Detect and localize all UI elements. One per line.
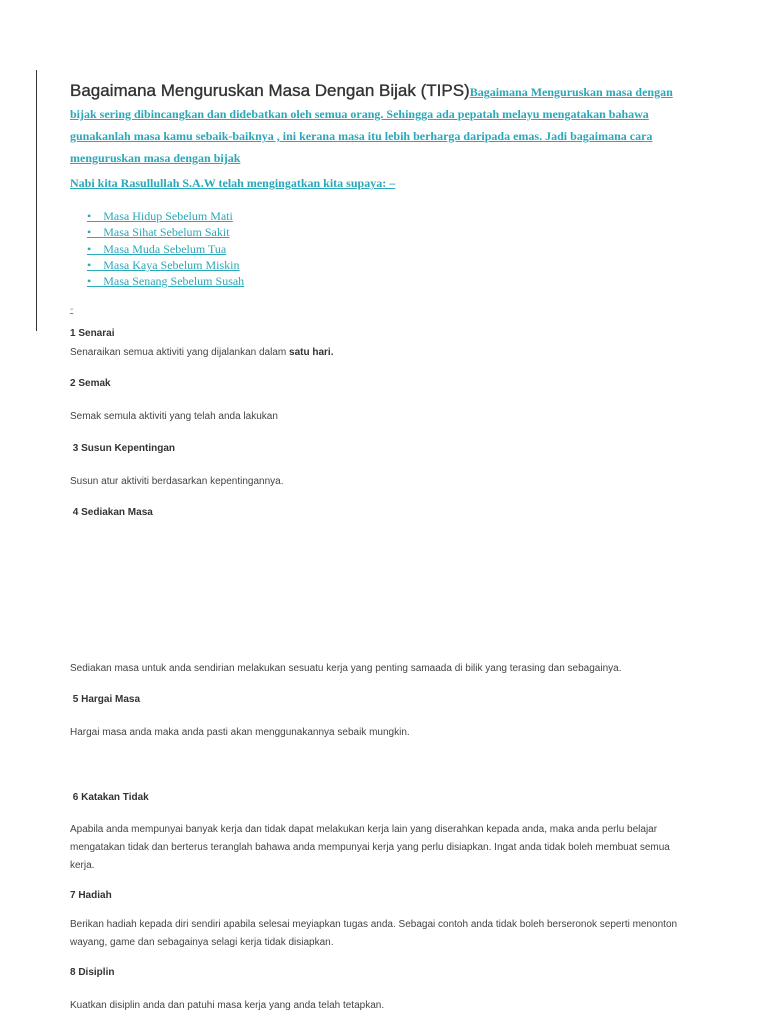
section-body: Sediakan masa untuk anda sendirian melakukan sesuatu kerja yang penting samaada di bilik yang terasing dan sebagainya. (70, 663, 622, 674)
list-item[interactable]: • Masa Kaya Sebelum Miskin (87, 257, 240, 272)
bullet-icon: • (87, 225, 92, 240)
margin-bar (36, 70, 37, 331)
intro-link[interactable]: Bagaimana Menguruskan masa dengan bijak sering dibincangkan dan didebatkan oleh semua orang. Sehingga ada pepatah melayu mengatakan bahawa gunakanlah masa kamu sebaik-baiknya , ini kerana masa itu lebih berharga daripada emas. Jadi bagaimana cara menguruskan masa dengan bijak (70, 85, 673, 165)
section-body: Susun atur aktiviti berdasarkan kepentingannya. (70, 476, 284, 487)
section-heading: 3 Susun Kepentingan (70, 443, 176, 454)
list-item[interactable]: • Masa Hidup Sebelum Mati (87, 209, 233, 223)
list-item[interactable]: • Masa Muda Sebelum Tua (87, 241, 227, 256)
section-heading: 6 Katakan Tidak (70, 792, 149, 803)
bullet-icon: • (87, 274, 92, 289)
small-link[interactable]: - (70, 304, 74, 315)
section-heading: 1 Senarai (70, 328, 115, 339)
page-title: Bagaimana Menguruskan Masa Dengan Bijak (TIPS) (70, 81, 470, 100)
section-heading: 4 Sediakan Masa (70, 507, 153, 518)
section-body: Kuatkan disiplin anda dan patuhi masa kerja yang anda telah tetapkan. (70, 1000, 385, 1011)
section-body: Semak semula aktiviti yang telah anda lakukan (70, 411, 278, 422)
bullet-icon: • (87, 241, 92, 256)
list-item[interactable]: • Masa Senang Sebelum Susah (87, 274, 245, 289)
section-heading: 2 Semak (70, 378, 111, 389)
masa-list (87, 208, 244, 289)
section-body: Hargai masa anda maka anda pasti akan menggunakannya sebaik mungkin. (70, 727, 410, 738)
list-item[interactable]: • Masa Sihat Sebelum Sakit (87, 225, 230, 240)
section-body: Apabila anda mempunyai banyak kerja dan tidak dapat melakukan kerja lain yang diserahkan kepada anda, maka anda perlu belajar mengatakan tidak dan berterus teranglah bahawa anda mempunyai kerja yang perlu disiapkan. Ingat anda tidak boleh membuat semua kerja. (70, 824, 670, 871)
section-body: Senaraikan semua aktiviti yang dijalankan dalam satu hari. (70, 347, 334, 358)
bullet-icon: • (87, 257, 92, 272)
article-intro (70, 80, 700, 169)
section-heading: 8 Disiplin (70, 967, 115, 978)
section-heading: 7 Hadiah (70, 890, 112, 901)
bullet-icon: • (87, 209, 92, 223)
section-body: Berikan hadiah kepada diri sendiri apabila selesai meyiapkan tugas anda. Sebagai contoh anda tidak boleh berseronok seperti menonton wayang, game dan sebagainya selagi kerja tidak disiapkan. (70, 919, 678, 948)
section-heading: 5 Hargai Masa (70, 694, 141, 705)
nabi-reminder-link[interactable]: Nabi kita Rasullullah S.A.W telah mengingatkan kita supaya: – (70, 176, 396, 190)
